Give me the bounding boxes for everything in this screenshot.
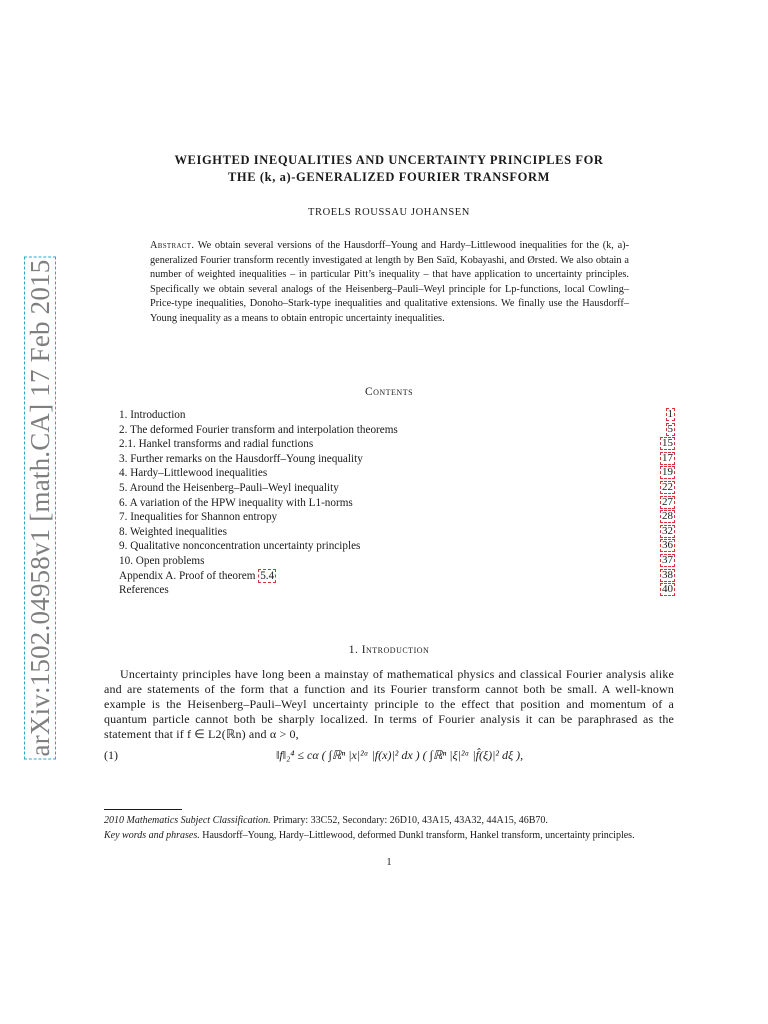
toc-page-link[interactable]: 37: [662, 553, 673, 566]
toc-page-link[interactable]: 22: [662, 480, 673, 493]
abstract-text: We obtain several versions of the Hausdorff–Young and Hardy–Littlewood inequalities for the (k, a)-generalized Fourier transform recently investigated at length by Ben Saïd, Kobayashi, and Ørsted. We also obtain a number of weighted inequalities – in particular Pitt’s inequality – that have application to uncertainty principles. Specifically we obtain several analogs of the Heisenberg–Pauli–Weyl principle for Lp-functions, local Cowling–Price-type inequalities, Donoho–Stark-type inequalities and qualitative extensions. We finally use the Hausdorff–Young inequality as a means to obtain entropic uncertainty inequalities.: [150, 240, 630, 324]
toc-page-link[interactable]: 28: [662, 510, 673, 523]
toc-page-link[interactable]: 27: [662, 495, 673, 508]
msc-text: Primary: 33C52, Secondary: 26D10, 43A15, 43A32, 44A15, 46B70.: [273, 815, 548, 826]
toc-page-link[interactable]: 1: [667, 408, 673, 420]
toc-entry-label: 1. Introduction: [119, 409, 186, 421]
toc-entry[interactable]: [119, 569, 675, 584]
toc-entry[interactable]: [119, 423, 675, 438]
arxiv-identifier-stamp[interactable]: arXiv:1502.04958v1 [math.CA] 17 Feb 2015: [24, 257, 56, 760]
toc-entry-label: 10. Open problems: [119, 554, 205, 567]
toc-page-link[interactable]: 5: [667, 422, 673, 435]
toc-page-link[interactable]: 15: [662, 437, 673, 450]
toc-entry[interactable]: [119, 510, 675, 525]
toc-entry-label: 6. A variation of the HPW inequality with L1-norms: [119, 496, 353, 509]
toc-page-link[interactable]: 17: [662, 451, 673, 464]
toc-entry-label: 5. Around the Heisenberg–Pauli–Weyl inequality: [119, 481, 339, 494]
toc-entry[interactable]: [119, 539, 675, 554]
table-of-contents: [119, 408, 675, 598]
toc-entry[interactable]: [119, 466, 675, 481]
page-number: 1: [386, 857, 392, 868]
toc-page-link[interactable]: 38: [662, 568, 673, 581]
toc-entry-label: References: [119, 584, 169, 597]
section-heading-introduction: 1. Introduction: [348, 644, 430, 656]
toc-entry[interactable]: [119, 554, 675, 569]
equation-1: [104, 742, 674, 772]
toc-page-link[interactable]: 40: [662, 583, 673, 596]
equation-number: (1): [104, 748, 118, 762]
toc-entry[interactable]: [119, 481, 675, 496]
toc-page-link[interactable]: 32: [662, 524, 673, 537]
toc-entry-label: 7. Inequalities for Shannon entropy: [119, 511, 278, 524]
toc-page-link[interactable]: 36: [662, 539, 673, 552]
msc-line: [104, 813, 674, 828]
author-name: TROELS ROUSSAU JOHANSEN: [308, 207, 470, 218]
toc-page-link[interactable]: 19: [662, 466, 673, 479]
introduction-paragraph: Uncertainty principles have long been a mainstay of mathematical physics and classical Fourier analysis alike and are statements of the form that a function and its Fourier transform cannot both be small. A well-known example is the Heisenberg–Pauli–Weyl uncertainty principle to the effect that position and momentum of a quantum particle cannot both be sharply localized. In terms of Fourier analysis it can be paraphrased as the statement that if f ∈ L2(ℝn) and α > 0,: [104, 667, 674, 741]
toc-entry-label: Appendix A. Proof of theorem: [119, 569, 256, 582]
keywords-line: [104, 828, 674, 843]
toc-entry-label: 4. Hardy–Littlewood inequalities: [119, 467, 268, 480]
abstract-label: Abstract.: [150, 240, 195, 251]
toc-entry[interactable]: [119, 408, 675, 423]
footnote: [104, 813, 674, 843]
toc-entry[interactable]: [119, 583, 675, 598]
msc-label: 2010 Mathematics Subject Classification.: [104, 815, 271, 826]
keywords-text: Hausdorff–Young, Hardy–Littlewood, deformed Dunkl transform, Hankel transform, uncertainty principles.: [202, 830, 635, 841]
equation-body: ‖f‖₂⁴ ≤ cα ( ∫ℝⁿ |x|²ᵅ |f(x)|² dx ) ( ∫ℝⁿ |ξ|²ᵅ |f̂(ξ)|² dξ ),: [276, 748, 524, 762]
paper-title: [104, 152, 674, 186]
toc-entry-label: 2.1. Hankel transforms and radial functions: [119, 438, 314, 451]
toc-entry-label: 9. Qualitative nonconcentration uncertainty principles: [119, 540, 361, 553]
toc-entry[interactable]: [119, 437, 675, 452]
toc-entry-label: 8. Weighted inequalities: [119, 525, 227, 538]
toc-entry[interactable]: [119, 496, 675, 511]
toc-entry-label: 2. The deformed Fourier transform and interpolation theorems: [119, 423, 398, 436]
toc-entry[interactable]: [119, 452, 675, 467]
toc-theorem-link[interactable]: 5.4: [260, 569, 275, 582]
footnote-rule: [104, 809, 182, 810]
contents-heading: Contents: [364, 386, 414, 398]
title-line-1: WEIGHTED INEQUALITIES AND UNCERTAINTY PRINCIPLES FOR: [174, 153, 604, 167]
toc-entry-label: 3. Further remarks on the Hausdorff–Young inequality: [119, 452, 363, 465]
toc-entry[interactable]: [119, 525, 675, 540]
abstract: [150, 239, 629, 327]
title-line-2: THE (k, a)-GENERALIZED FOURIER TRANSFORM: [227, 170, 551, 184]
keywords-label: Key words and phrases.: [104, 830, 200, 841]
